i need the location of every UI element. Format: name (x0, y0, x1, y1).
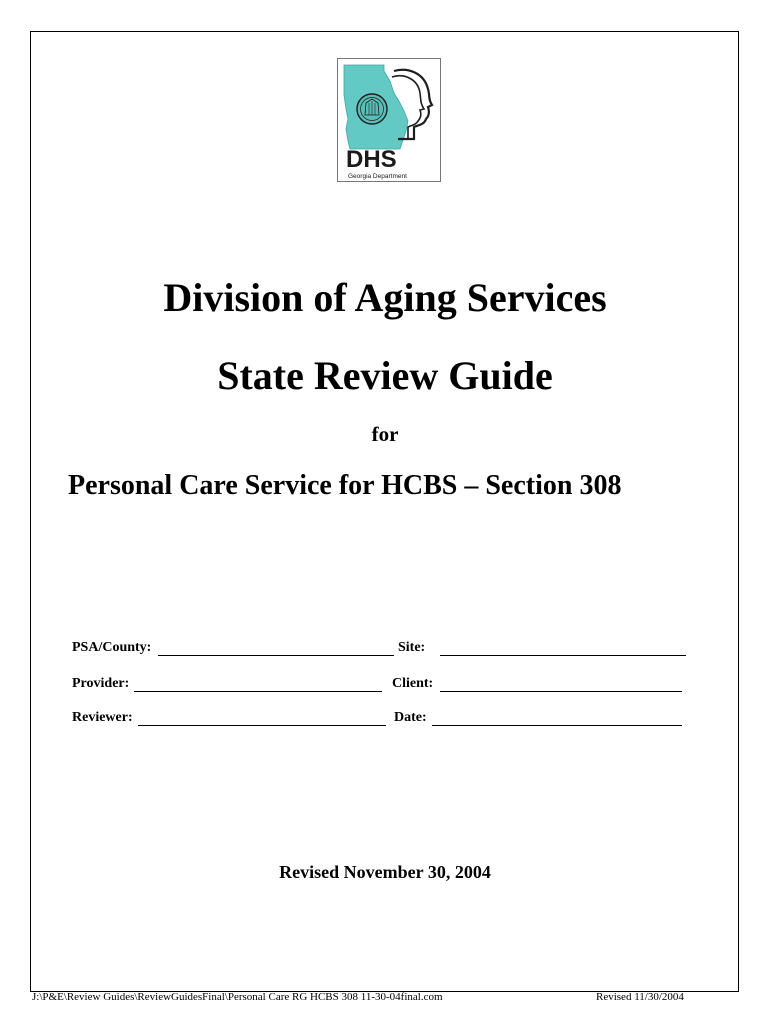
provider-label: Provider: (72, 676, 130, 691)
form-row-reviewer-date (72, 710, 692, 730)
svg-text:Georgia Department: Georgia Department (348, 173, 407, 180)
psa-county-label: PSA/County: (72, 640, 152, 655)
footer-revised-date: Revised 11/30/2004 (596, 991, 684, 1003)
provider-field[interactable] (134, 691, 382, 692)
date-label: Date: (394, 710, 427, 725)
reviewer-label: Reviewer: (72, 710, 133, 725)
reviewer-field[interactable] (138, 725, 386, 726)
title-for: for (371, 422, 399, 446)
title-review-guide: State Review Guide (217, 353, 553, 398)
footer-file-path: J:\P&E\Review Guides\ReviewGuidesFinal\Personal Care RG HCBS 308 11-30-04final.com (32, 991, 443, 1003)
client-field[interactable] (440, 691, 682, 692)
date-field[interactable] (432, 725, 682, 726)
site-field[interactable] (440, 655, 686, 656)
georgia-dhs-seal-icon (338, 59, 440, 181)
svg-text:DHS: DHS (346, 146, 397, 173)
dhs-logo (337, 58, 441, 182)
psa-county-field[interactable] (158, 655, 394, 656)
title-service-section: Personal Care Service for HCBS – Section 308 (68, 470, 622, 501)
title-division: Division of Aging Services (163, 275, 607, 320)
client-label: Client: (392, 676, 434, 691)
form-row-provider-client (72, 676, 692, 696)
form-row-psa-site (72, 640, 692, 660)
site-label: Site: (398, 640, 426, 655)
revised-date: Revised November 30, 2004 (279, 862, 491, 882)
